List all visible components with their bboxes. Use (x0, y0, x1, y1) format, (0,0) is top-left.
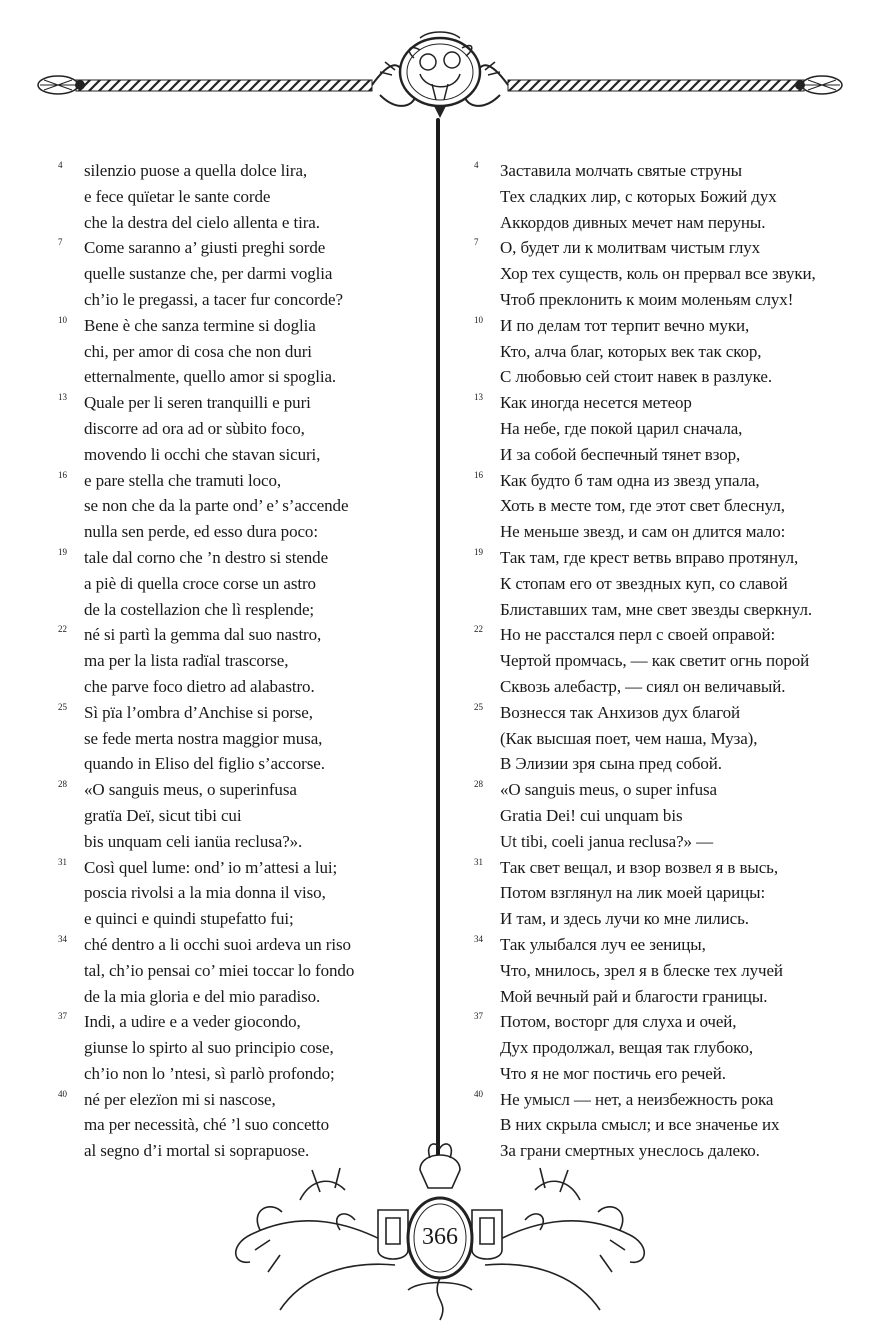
line-number: 16 (474, 469, 483, 480)
verse-line: Как будто б там одна из звезд упала, (500, 470, 760, 490)
tercet (58, 1009, 418, 1086)
cherub-medallion-icon (372, 32, 508, 118)
tercet (58, 855, 418, 932)
verse-line: né per elezïon mi si nascose, (84, 1089, 276, 1109)
verse-line: Так улыбался луч ее зеницы, (500, 934, 706, 954)
tercet (58, 777, 418, 854)
verse-line: al segno d’i mortal si soprapuose. (84, 1141, 310, 1161)
verse-line: se fede merta nostra maggior musa, (84, 728, 323, 748)
left-foliage-icon (236, 1168, 400, 1310)
verse-line: «O sanguis meus, o superinfusa (84, 780, 297, 800)
verse-line: bis unquam celi ianüa reclusa?». (84, 831, 303, 851)
verse-line: Дух продолжал, вещая так глубоко, (500, 1038, 754, 1058)
tercet (474, 545, 834, 622)
verse-line: С любовью сей стоит навек в разлуке. (500, 367, 773, 387)
verse-line: Bene è che sanza termine si doglia (84, 315, 316, 335)
russian-column (474, 158, 834, 1164)
verse-line: Что, мнилось, зрел я в блеске тех лучей (500, 960, 783, 980)
verse-line: ch’io non lo ’ntesi, sì parlò profondo; (84, 1063, 335, 1083)
left-rope (76, 80, 372, 91)
verse-line: Потом, восторг для слуха и очей, (500, 1012, 737, 1032)
verse-line: «O sanguis meus, o super infusa (500, 780, 717, 800)
line-number: 19 (474, 546, 483, 557)
page-number: 366 (422, 1224, 458, 1250)
verse-line: (Как высшая поет, чем наша, Муза), (500, 728, 758, 748)
verse-line: И там, и здесь лучи ко мне лились. (500, 909, 749, 929)
line-number: 28 (58, 779, 67, 790)
line-number: 4 (58, 160, 63, 170)
verse-line: О, будет ли к молитвам чистым глух (500, 238, 761, 258)
tercet (474, 932, 834, 1009)
verse-line: Чтоб преклонить к моим моленьям слух! (500, 289, 794, 309)
line-number: 7 (58, 237, 63, 248)
tercet (474, 390, 834, 467)
right-foliage-icon (480, 1168, 644, 1310)
verse-line: quando in Eliso del figlio s’accorse. (84, 754, 325, 774)
right-rope (508, 80, 804, 91)
center-divider (436, 118, 440, 1158)
line-number: 10 (58, 314, 67, 325)
verse-line: Аккордов дивных мечет нам перуны. (500, 212, 766, 232)
tercet (58, 932, 418, 1009)
line-number: 25 (474, 701, 483, 712)
verse-line: Хоть в месте том, где этот свет блеснул, (500, 496, 785, 516)
verse-line: Ut tibi, coeli janua reclusa?» — (500, 831, 714, 851)
line-number: 10 (474, 314, 483, 325)
verse-line: ch’io le pregassi, a tacer fur concorde? (84, 289, 343, 309)
verse-line: gratïa Deï, sicut tibi cui (84, 805, 242, 825)
verse-line: chi, per amor di cosa che non duri (84, 341, 312, 361)
line-number: 31 (58, 856, 67, 867)
verse-line: Così quel lume: ond’ io m’attesi a lui; (84, 857, 338, 877)
verse-line: На небе, где покой царил сначала, (500, 418, 743, 438)
verse-line: Come saranno a’ giusti preghi sorde (84, 238, 326, 258)
tercet (474, 1009, 834, 1086)
line-number: 19 (58, 546, 67, 557)
verse-line: Gratia Dei! cui unquam bis (500, 805, 683, 825)
tercet (58, 468, 418, 545)
tercet (58, 313, 418, 390)
verse-line: e quinci e quindi stupefatto fui; (84, 909, 294, 929)
line-number: 40 (58, 1088, 67, 1099)
verse-line: За грани смертных унеслось далеко. (500, 1141, 760, 1161)
line-number: 25 (58, 701, 67, 712)
verse-line: Sì pïa l’ombra d’Anchise si porse, (84, 702, 313, 722)
verse-line: Мой вечный рай и благости границы. (500, 986, 768, 1006)
verse-line: ma per necessità, ché ’l suo concetto (84, 1115, 330, 1135)
cartouche-frame (408, 1198, 472, 1320)
line-number: 4 (474, 160, 479, 170)
tercet (58, 545, 418, 622)
line-number: 37 (474, 1011, 483, 1022)
verse-line: Indi, a udire e a veder giocondo, (84, 1012, 301, 1032)
tercet (58, 158, 418, 235)
line-number: 31 (474, 856, 483, 867)
verse-line: tale dal corno che ’n destro si stende (84, 547, 329, 567)
verse-line: Сквозь алебастр, — сиял он величавый. (500, 676, 786, 696)
top-ornament (0, 0, 880, 150)
line-number: 7 (474, 237, 479, 248)
tercet (474, 235, 834, 312)
verse-line: Так там, где крест ветвь вправо протянул, (500, 547, 799, 567)
tercet (474, 313, 834, 390)
line-number: 34 (58, 933, 67, 944)
verse-line: Тех сладких лир, с которых Божий дух (500, 186, 777, 206)
verse-line: giunse lo spirto al suo principio cose, (84, 1038, 334, 1058)
verse-line: e pare stella che tramuti loco, (84, 470, 282, 490)
verse-line: tal, ch’io pensai co’ miei toccar lo fondo (84, 960, 355, 980)
verse-line: Не меньше звезд, и сам он длится мало: (500, 522, 786, 542)
verse-line: Чертой промчась, — как светит огнь порой (500, 651, 810, 671)
verse-line: discorre ad ora ad or sùbito foco, (84, 418, 305, 438)
verse-line: a piè di quella croce corse un astro (84, 573, 316, 593)
verse-line: silenzio puose a quella dolce lira, (84, 161, 308, 180)
right-shield-icon (472, 1210, 502, 1259)
line-number: 22 (474, 624, 483, 635)
tercet (474, 468, 834, 545)
tercet (58, 235, 418, 312)
tercet (474, 700, 834, 777)
verse-line: Хор тех существ, коль он прервал все звуки, (500, 264, 816, 284)
tercet (58, 390, 418, 467)
verse-line: Но не расстался перл с своей оправой: (500, 625, 776, 645)
verse-line: che parve foco dietro ad alabastro. (84, 676, 315, 696)
verse-line: se non che da la parte ond’ e’ s’accende (84, 496, 349, 516)
verse-line: e fece quïetar le sante corde (84, 186, 271, 206)
verse-line: Quale per li seren tranquilli e puri (84, 393, 311, 413)
verse-line: Вознесся так Анхизов дух благой (500, 702, 741, 722)
line-number: 13 (58, 392, 67, 403)
verse-line: ma per la lista radïal trascorse, (84, 651, 289, 671)
verse-line: movendo li occhi che stavan sicuri, (84, 444, 321, 464)
verse-line: nulla sen perde, ed esso dura poco: (84, 522, 318, 542)
line-number: 34 (474, 933, 483, 944)
verse-line: В них скрыла смысл; и все значенье их (500, 1115, 780, 1135)
tercet (474, 622, 834, 699)
verse-line: Как иногда несется метеор (500, 393, 692, 413)
line-number: 40 (474, 1088, 483, 1099)
verse-line: che la destra del cielo allenta e tira. (84, 212, 320, 232)
line-number: 22 (58, 624, 67, 635)
verse-line: И за собой беспечный тянет взор, (500, 444, 741, 464)
verse-line: Потом взглянул на лик моей царицы: (500, 883, 766, 903)
line-number: 28 (474, 779, 483, 790)
urn-icon (420, 1144, 460, 1188)
verse-line: В Элизии зря сына пред собой. (500, 754, 722, 774)
verse-line: quelle sustanze che, per darmi voglia (84, 264, 333, 284)
verse-line: Блиставших там, мне свет звезды сверкнул. (500, 599, 812, 619)
verse-line: de la costellazion che lì resplende; (84, 599, 315, 619)
left-shield-icon (378, 1210, 408, 1259)
verse-line: Что я не мог постичь его речей. (500, 1063, 726, 1083)
tercet (58, 700, 418, 777)
verse-line: Так свет вещал, и взор возвел я в высь, (500, 857, 778, 877)
verse-line: ché dentro a li occhi suoi ardeva un riso (84, 934, 351, 954)
verse-line: etternalmente, quello amor si spoglia. (84, 367, 337, 387)
verse-line: de la mia gloria e del mio paradiso. (84, 986, 321, 1006)
verse-line: И по делам тот терпит вечно муки, (500, 315, 750, 335)
verse-line: Кто, алча благ, которых век так скор, (500, 341, 762, 361)
verse-line: Заставила молчать святые струны (500, 161, 742, 180)
line-number: 16 (58, 469, 67, 480)
tercet (474, 777, 834, 854)
verse-line: poscia rivolsi a la mia donna il viso, (84, 883, 326, 903)
verse-line: К стопам его от звездных куп, со славой (500, 573, 788, 593)
line-number: 37 (58, 1011, 67, 1022)
italian-column (58, 158, 418, 1164)
verse-line: Не умысл — нет, а неизбежность рока (500, 1089, 774, 1109)
line-number: 13 (474, 392, 483, 403)
tercet (474, 158, 834, 235)
tercet (474, 855, 834, 932)
tercet (58, 622, 418, 699)
verse-line: né si partì la gemma dal suo nastro, (84, 625, 322, 645)
